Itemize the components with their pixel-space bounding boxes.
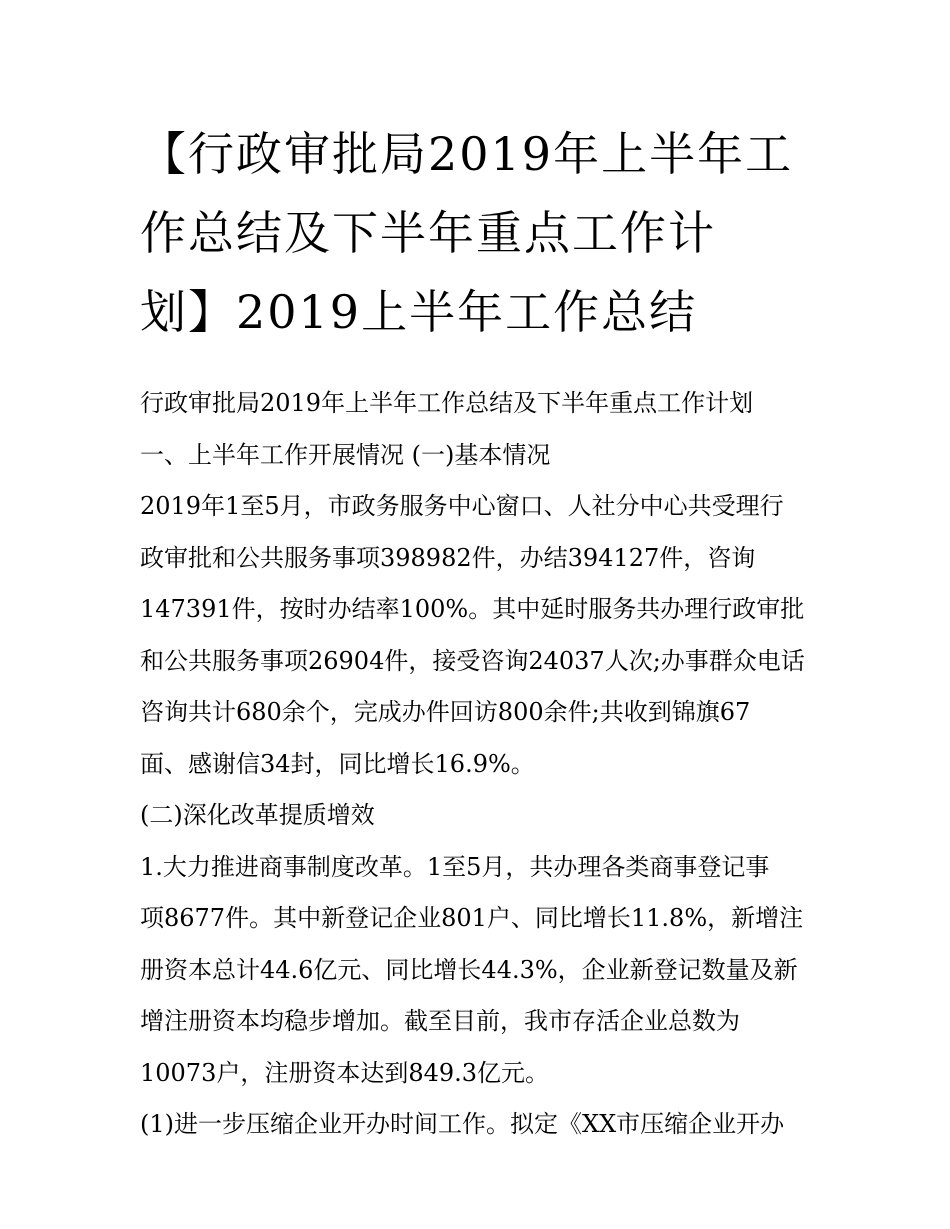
paragraph-line: 和公共服务事项26904件，接受咨询24037人次;办事群众电话 xyxy=(140,646,805,675)
paragraph-line: 政审批和公共服务事项398982件，办结394127件，咨询 xyxy=(140,543,756,572)
paragraph-line: 147391件，按时办结率100%。其中延时服务共办理行政审批 xyxy=(140,595,805,623)
paragraph-line: 2019年1至5月，市政务服务中心窗口、人社分中心共受理行 xyxy=(140,492,784,520)
document-title xyxy=(140,115,820,352)
subtitle-line: 行政审批局2019年上半年工作总结及下半年重点工作计划 xyxy=(140,389,754,417)
title-line: 划】2019上半年工作总结 xyxy=(140,285,698,339)
paragraph-line: 10073户，注册资本达到849.3亿元。 xyxy=(140,1058,550,1087)
paragraph-line: 咨询共计680余个，完成办件回访800余件;共收到锦旗67 xyxy=(140,698,751,726)
section-heading: (二)深化改革提质增效 xyxy=(140,801,375,829)
paragraph-line: 1.大力推进商事制度改革。1至5月，共办理各类商事登记事 xyxy=(140,852,770,881)
paragraph-line: 面、感谢信34封，同比增长16.9%。 xyxy=(140,749,535,778)
paragraph-line: 增注册资本均稳步增加。截至目前，我市存活企业总数为 xyxy=(140,1007,740,1035)
title-line: 作总结及下半年重点工作计 xyxy=(140,206,716,260)
document-page xyxy=(140,115,820,1151)
paragraph-line: 项8677件。其中新登记企业801户、同比增长11.8%，新增注 xyxy=(140,904,804,932)
paragraph-line: 册资本总计44.6亿元、同比增长44.3%，企业新登记数量及新 xyxy=(140,955,798,984)
title-line: 【行政审批局2019年上半年工 xyxy=(140,127,794,181)
document-body xyxy=(140,378,820,1151)
section-heading: 一、上半年工作开展情况 (一)基本情况 xyxy=(140,440,551,469)
paragraph-line: (1)进一步压缩企业开办时间工作。拟定《XX市压缩企业开办 xyxy=(140,1110,785,1138)
